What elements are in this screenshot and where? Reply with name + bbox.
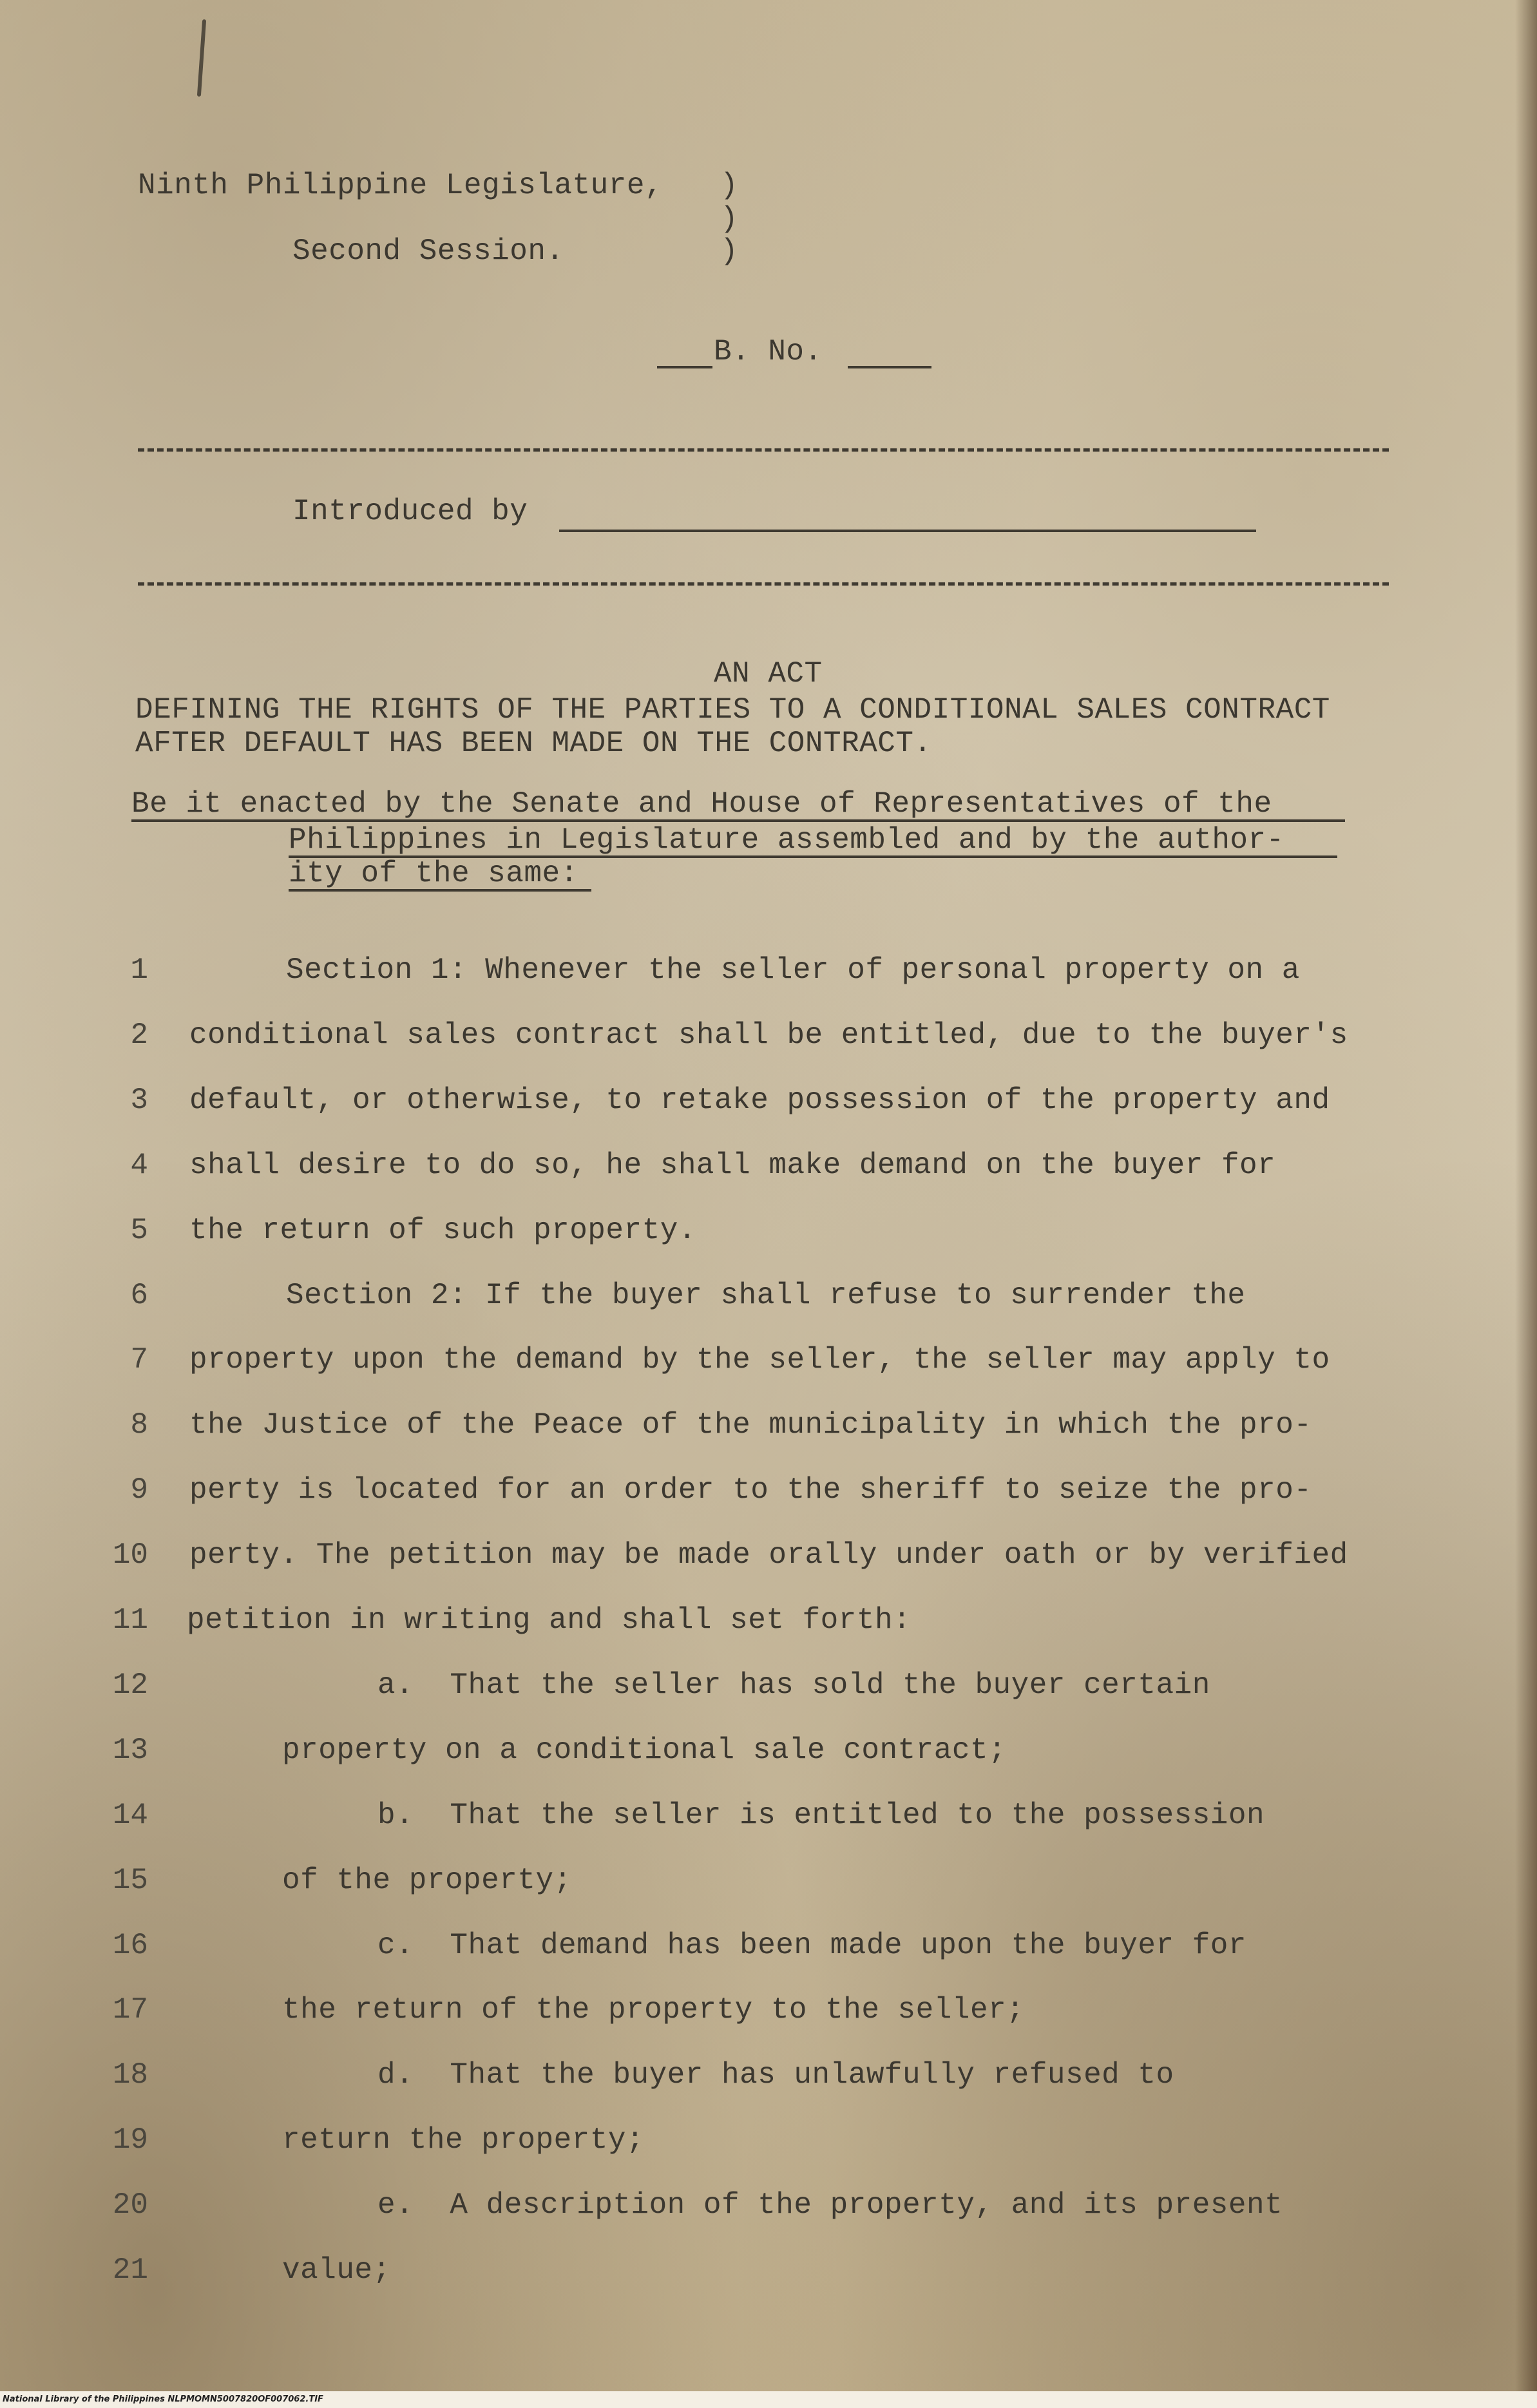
line-number: 7	[130, 1343, 148, 1377]
body-line-text: the return of such property.	[189, 1214, 696, 1247]
line-number: 17	[112, 1993, 148, 2027]
body-line-text: d. That the buyer has unlawfully refused to	[377, 2058, 1174, 2092]
enacting-underline-1	[131, 819, 1345, 822]
body-line-text: conditional sales contract shall be entitled, due to the buyer's	[189, 1018, 1348, 1052]
line-number: 21	[112, 2253, 148, 2287]
top-dashed-rule	[138, 448, 1389, 452]
body-line-text: b. That the seller is entitled to the possession	[377, 1799, 1265, 1832]
body-line-text: shall desire to do so, he shall make demand on the buyer for	[189, 1149, 1276, 1182]
body-line-text: the Justice of the Peace of the municipality in which the pro-	[189, 1408, 1312, 1442]
page-edge-shadow	[1515, 0, 1537, 2408]
line-number: 15	[112, 1864, 148, 1897]
line-number: 9	[130, 1473, 148, 1507]
enacting-underline-3	[289, 889, 591, 892]
body-line-text: perty is located for an order to the sheriff to seize the pro-	[189, 1473, 1312, 1507]
bill-type-blank	[657, 366, 712, 368]
legislature-heading: Ninth Philippine Legislature,	[138, 169, 663, 202]
act-title-line-2: AFTER DEFAULT HAS BEEN MADE ON THE CONTRACT.	[135, 727, 932, 760]
line-number: 1	[130, 953, 148, 987]
bottom-dashed-rule	[138, 582, 1389, 586]
introduced-by-label: Introduced by	[292, 495, 528, 528]
body-line-text: Section 1: Whenever the seller of personal property on a	[286, 953, 1300, 987]
introduced-by-blank	[559, 530, 1256, 532]
line-number: 20	[112, 2188, 148, 2222]
body-line-text: a. That the seller has sold the buyer certain	[377, 1668, 1210, 1702]
pen-mark	[197, 19, 206, 97]
line-number: 13	[112, 1734, 148, 1767]
enacting-clause-line-1: Be it enacted by the Senate and House of Representatives of the	[131, 787, 1272, 821]
line-number: 4	[130, 1149, 148, 1182]
body-line-text: property upon the demand by the seller, the seller may apply to	[189, 1343, 1330, 1377]
line-number: 16	[112, 1929, 148, 1962]
body-line-text: value;	[282, 2253, 391, 2287]
session-heading: Second Session.	[292, 234, 564, 268]
body-line-text: return the property;	[282, 2123, 645, 2157]
brace-bottom: )	[720, 234, 739, 268]
archive-footer: National Library of the Philippines NLPMOMN5007820OF007062.TIF	[0, 2391, 1537, 2408]
line-number: 2	[130, 1018, 148, 1052]
act-title-line-1: DEFINING THE RIGHTS OF THE PARTIES TO A CONDITIONAL SALES CONTRACT	[135, 693, 1330, 727]
body-line-text: the return of the property to the seller;	[282, 1993, 1025, 2027]
enacting-clause-line-2: Philippines in Legislature assembled and by the author-	[289, 823, 1284, 857]
body-line-text: Section 2: If the buyer shall refuse to surrender the	[286, 1279, 1246, 1312]
line-number: 12	[112, 1668, 148, 1702]
line-number: 6	[130, 1279, 148, 1312]
line-number: 8	[130, 1408, 148, 1442]
line-number: 19	[112, 2123, 148, 2157]
brace-top: )	[720, 169, 739, 202]
line-number: 10	[112, 1538, 148, 1572]
brace-mid: )	[720, 202, 739, 236]
line-number: 5	[130, 1214, 148, 1247]
line-number: 14	[112, 1799, 148, 1832]
act-heading: AN ACT	[714, 657, 823, 691]
body-line-text: of the property;	[282, 1864, 572, 1897]
body-line-text: perty. The petition may be made orally under oath or by verified	[189, 1538, 1348, 1572]
body-line-text: default, or otherwise, to retake possession of the property and	[189, 1084, 1330, 1117]
bill-number-blank	[848, 366, 931, 368]
enacting-clause-line-3: ity of the same:	[289, 857, 578, 890]
line-number: 3	[130, 1084, 148, 1117]
body-line-text: petition in writing and shall set forth:	[187, 1603, 912, 1637]
bill-number-label: B. No.	[714, 335, 823, 368]
line-number: 11	[112, 1603, 148, 1637]
body-line-text: c. That demand has been made upon the buyer for	[377, 1929, 1247, 1962]
line-number: 18	[112, 2058, 148, 2092]
body-line-text: e. A description of the property, and its present	[377, 2188, 1283, 2222]
body-line-text: property on a conditional sale contract;	[282, 1734, 1007, 1767]
